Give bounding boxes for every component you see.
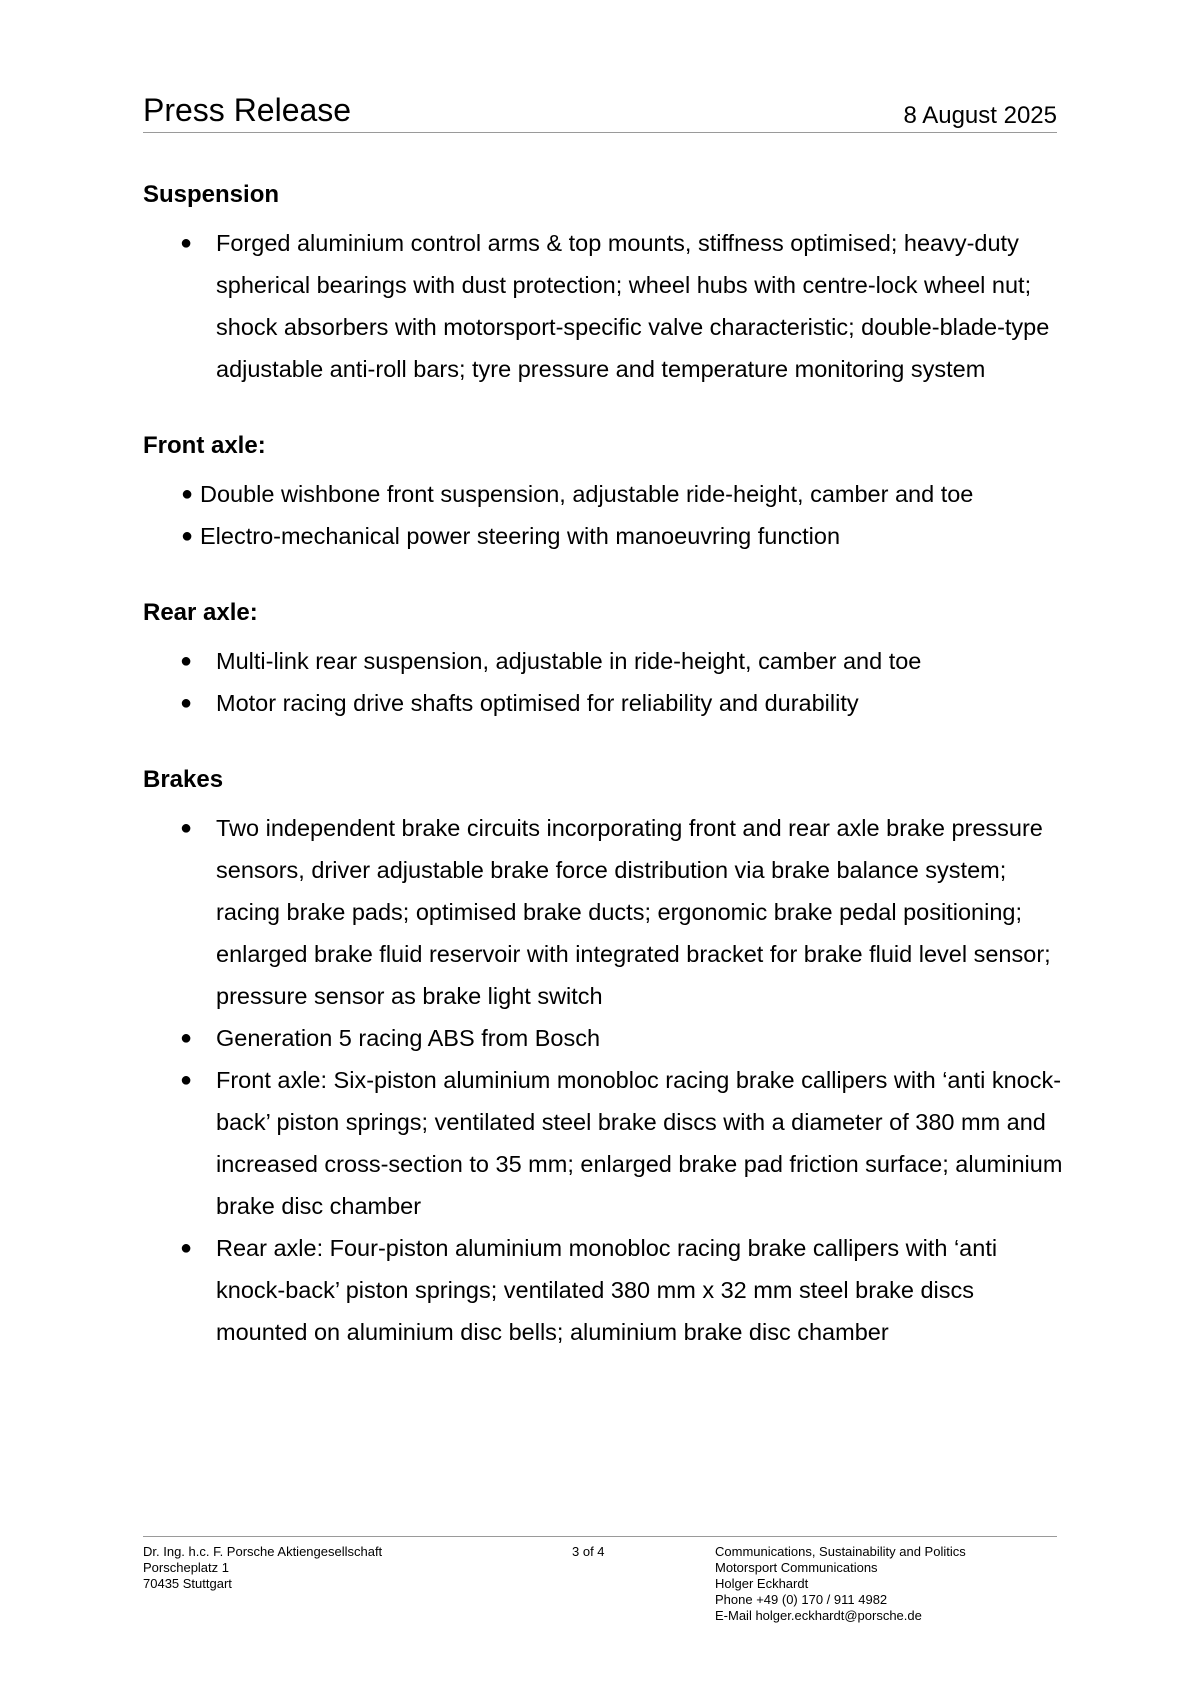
page-number: 3 of 4 (572, 1544, 605, 1559)
bullet-list (143, 640, 1063, 724)
list-item (143, 682, 1063, 724)
document-title: Press Release (143, 92, 352, 128)
section-front-axle (143, 431, 1063, 557)
section-heading: Front axle: (143, 432, 266, 459)
bullet-list (143, 473, 1063, 557)
bullet-list (143, 222, 1063, 390)
footer-line: 70435 Stuttgart (143, 1576, 232, 1591)
bullet-icon: ● (180, 1237, 193, 1259)
list-item (143, 1227, 1063, 1353)
footer-company (143, 1544, 382, 1592)
section-suspension (143, 180, 1063, 390)
bullet-icon: ● (181, 525, 194, 547)
footer-page-number (572, 1544, 605, 1560)
list-item-text: Motor racing drive shafts optimised for reliability and durability (216, 690, 859, 716)
footer-line: Dr. Ing. h.c. F. Porsche Aktiengesellschaft (143, 1544, 383, 1559)
bullet-icon: ● (180, 1069, 193, 1091)
document-date: 8 August 2025 (903, 102, 1057, 129)
list-item-text: Front axle: Six-piston aluminium monobloc racing brake callipers with ‘anti knock-back’ piston springs; ventilated steel brake discs with a diameter of 380 mm and increased cross-section to 35 mm; enlarged brake pad friction surface; aluminium brake disc chamber (216, 1067, 1063, 1219)
list-item (143, 222, 1063, 390)
footer-line: Motorsport Communications (715, 1560, 878, 1575)
list-item-text: Forged aluminium control arms & top mounts, stiffness optimised; heavy-duty spherical bearings with dust protection; wheel hubs with centre-lock wheel nut; shock absorbers with motorsport-specific valve characteristic; double-blade-type adjustable anti-roll bars; tyre pressure and temperature monitoring system (216, 230, 1050, 382)
list-item (143, 1017, 1063, 1059)
section-heading: Brakes (143, 766, 224, 793)
list-item-text: Double wishbone front suspension, adjustable ride-height, camber and toe (200, 481, 974, 507)
list-item-text: Electro-mechanical power steering with manoeuvring function (200, 523, 841, 549)
section-heading: Rear axle: (143, 599, 258, 626)
list-item-text: Multi-link rear suspension, adjustable in ride-height, camber and toe (216, 648, 922, 674)
list-item (143, 473, 1063, 515)
list-item (143, 515, 1063, 557)
footer-line: Phone +49 (0) 170 / 911 4982 (715, 1592, 888, 1607)
page-footer (143, 1536, 1057, 1623)
list-item-text: Generation 5 racing ABS from Bosch (216, 1025, 601, 1051)
footer-line: Communications, Sustainability and Politics (715, 1544, 966, 1559)
footer-line: Porscheplatz 1 (143, 1560, 229, 1575)
bullet-icon: ● (180, 1027, 193, 1049)
bullet-list (143, 807, 1063, 1353)
bullet-icon: ● (180, 817, 193, 839)
footer-contact (715, 1544, 966, 1624)
list-item-text: Two independent brake circuits incorporating front and rear axle brake pressure sensors, driver adjustable brake force distribution via brake balance system; racing brake pads; optimised brake ducts; ergonomic brake pedal positioning; enlarged brake fluid reservoir with integrated bracket for brake fluid level sensor; pressure sensor as brake light switch (216, 815, 1051, 1009)
bullet-icon: ● (181, 483, 194, 505)
bullet-icon: ● (180, 650, 193, 672)
list-item (143, 640, 1063, 682)
document-body (143, 180, 1063, 1394)
bullet-icon: ● (180, 692, 193, 714)
footer-line: Holger Eckhardt (715, 1576, 809, 1591)
page-header (143, 88, 1057, 133)
list-item-text: Rear axle: Four-piston aluminium monobloc racing brake callipers with ‘anti knock-back’ piston springs; ventilated 380 mm x 32 mm steel brake discs mounted on aluminium disc bells; aluminium brake disc chamber (216, 1235, 998, 1345)
section-brakes (143, 765, 1063, 1353)
footer-line: E-Mail holger.eckhardt@porsche.de (715, 1608, 922, 1623)
list-item (143, 1059, 1063, 1227)
bullet-icon: ● (180, 232, 193, 254)
list-item (143, 807, 1063, 1017)
section-rear-axle (143, 598, 1063, 724)
section-heading: Suspension (143, 181, 280, 208)
